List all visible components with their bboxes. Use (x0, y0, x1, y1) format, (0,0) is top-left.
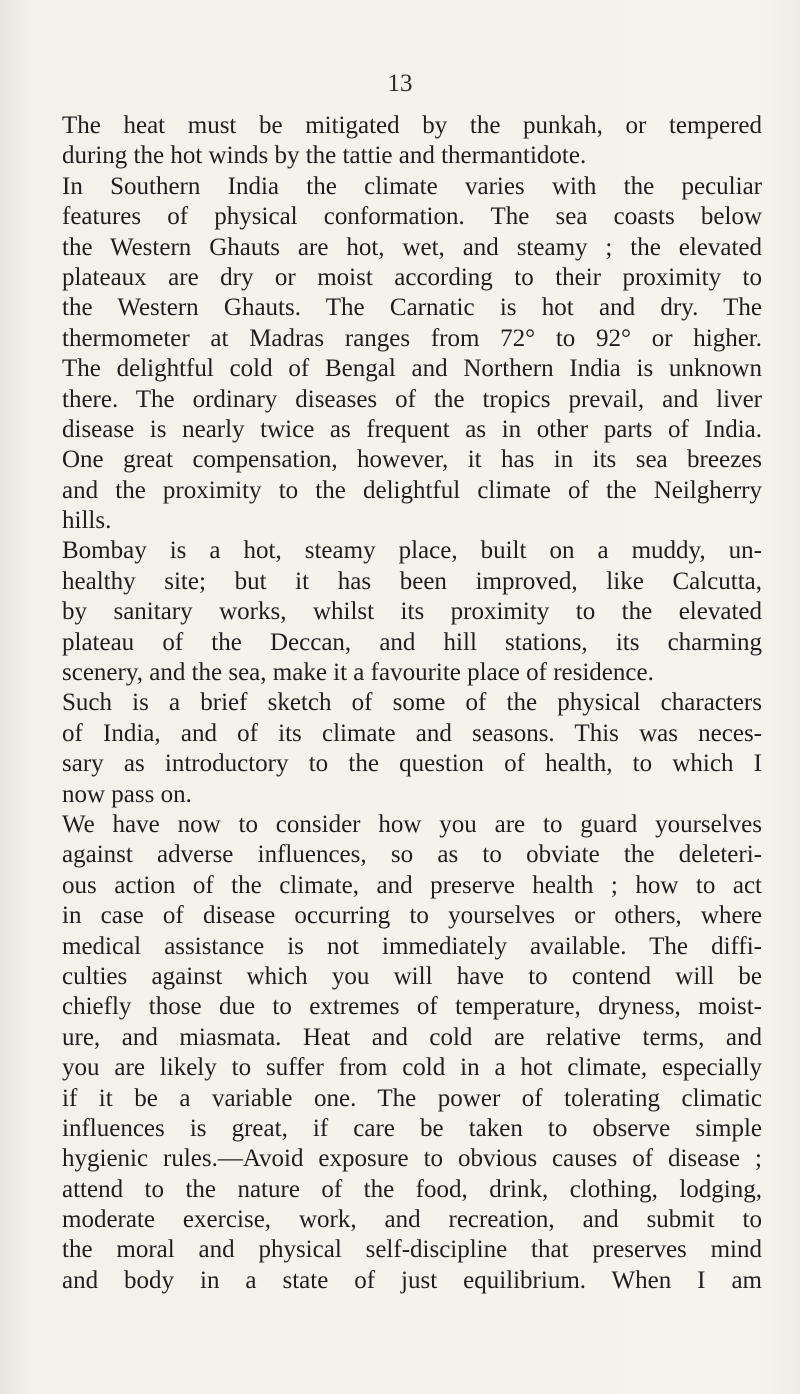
text-line: influences is great, if care be taken to observe simple (62, 1114, 762, 1142)
text-line: of India, and of its climate and seasons. This was neces- (62, 719, 762, 747)
text-line: ure, and miasmata. Heat and cold are relative terms, and (62, 1023, 762, 1051)
text-line: chiefly those due to extremes of temperature, dryness, moist- (62, 993, 762, 1021)
text-line: hills. (62, 507, 112, 535)
text-line: The delightful cold of Bengal and Northern India is unknown (62, 355, 762, 383)
text-line: Such is a brief sketch of some of the physical characters (62, 689, 762, 717)
text-line: plateaux are dry or moist according to their proximity to (62, 263, 762, 291)
text-line: by sanitary works, whilst its proximity to the elevated (62, 598, 762, 626)
text-line: disease is nearly twice as frequent as in other parts of India. (62, 415, 762, 443)
text-line: now pass on. (62, 780, 192, 808)
text-line: We have now to consider how you are to guard yourselves (62, 810, 762, 838)
text-line: in case of disease occurring to yourselves or others, where (62, 902, 762, 930)
text-line: plateau of the Deccan, and hill stations, its charming (62, 628, 762, 656)
text-line: moderate exercise, work, and recreation, and submit to (62, 1206, 762, 1234)
text-line: attend to the nature of the food, drink, clothing, lodging, (62, 1175, 762, 1203)
text-line: you are likely to suffer from cold in a hot climate, especially (62, 1054, 762, 1082)
text-line: features of physical conformation. The sea coasts below (62, 203, 762, 231)
text-line: culties against which you will have to contend will be (62, 962, 762, 990)
text-line: during the hot winds by the tattie and thermantidote. (62, 142, 587, 170)
text-line: hygienic rules.—Avoid exposure to obvious causes of disease ; (62, 1145, 762, 1173)
text-line: Bombay is a hot, steamy place, built on a muddy, un- (62, 537, 762, 565)
text-line: and body in a state of just equilibrium. When I am (62, 1266, 762, 1294)
page-number: 13 (387, 70, 413, 97)
text-line: The heat must be mitigated by the punkah, or tempered (62, 112, 762, 139)
text-line: there. The ordinary diseases of the tropics prevail, and liver (62, 385, 762, 413)
text-line: and the proximity to the delightful climate of the Neilgherry (62, 476, 762, 504)
text-line: thermometer at Madras ranges from 72° to 92° or higher. (62, 324, 762, 352)
text-line: In Southern India the climate varies with the peculiar (62, 172, 762, 200)
text-line: medical assistance is not immediately available. The diffi- (62, 932, 762, 960)
text-line: the Western Ghauts. The Carnatic is hot and dry. The (62, 294, 762, 322)
text-line: the moral and physical self-discipline that preserves mind (62, 1236, 762, 1264)
text-line: healthy site; but it has been improved, like Calcutta, (62, 567, 762, 595)
text-line: One great compensation, however, it has in its sea breezes (62, 446, 762, 474)
text-line: if it be a variable one. The power of tolerating climatic (62, 1084, 762, 1112)
text-line: scenery, and the sea, make it a favourite place of residence. (62, 659, 654, 687)
text-line: sary as introductory to the question of health, to which I (62, 750, 762, 778)
body-text (62, 111, 762, 1296)
text-line: ous action of the climate, and preserve health ; how to act (62, 871, 762, 899)
text-line: the Western Ghauts are hot, wet, and steamy ; the elevated (62, 233, 762, 261)
text-line: against adverse influences, so as to obviate the deleteri- (62, 841, 762, 869)
